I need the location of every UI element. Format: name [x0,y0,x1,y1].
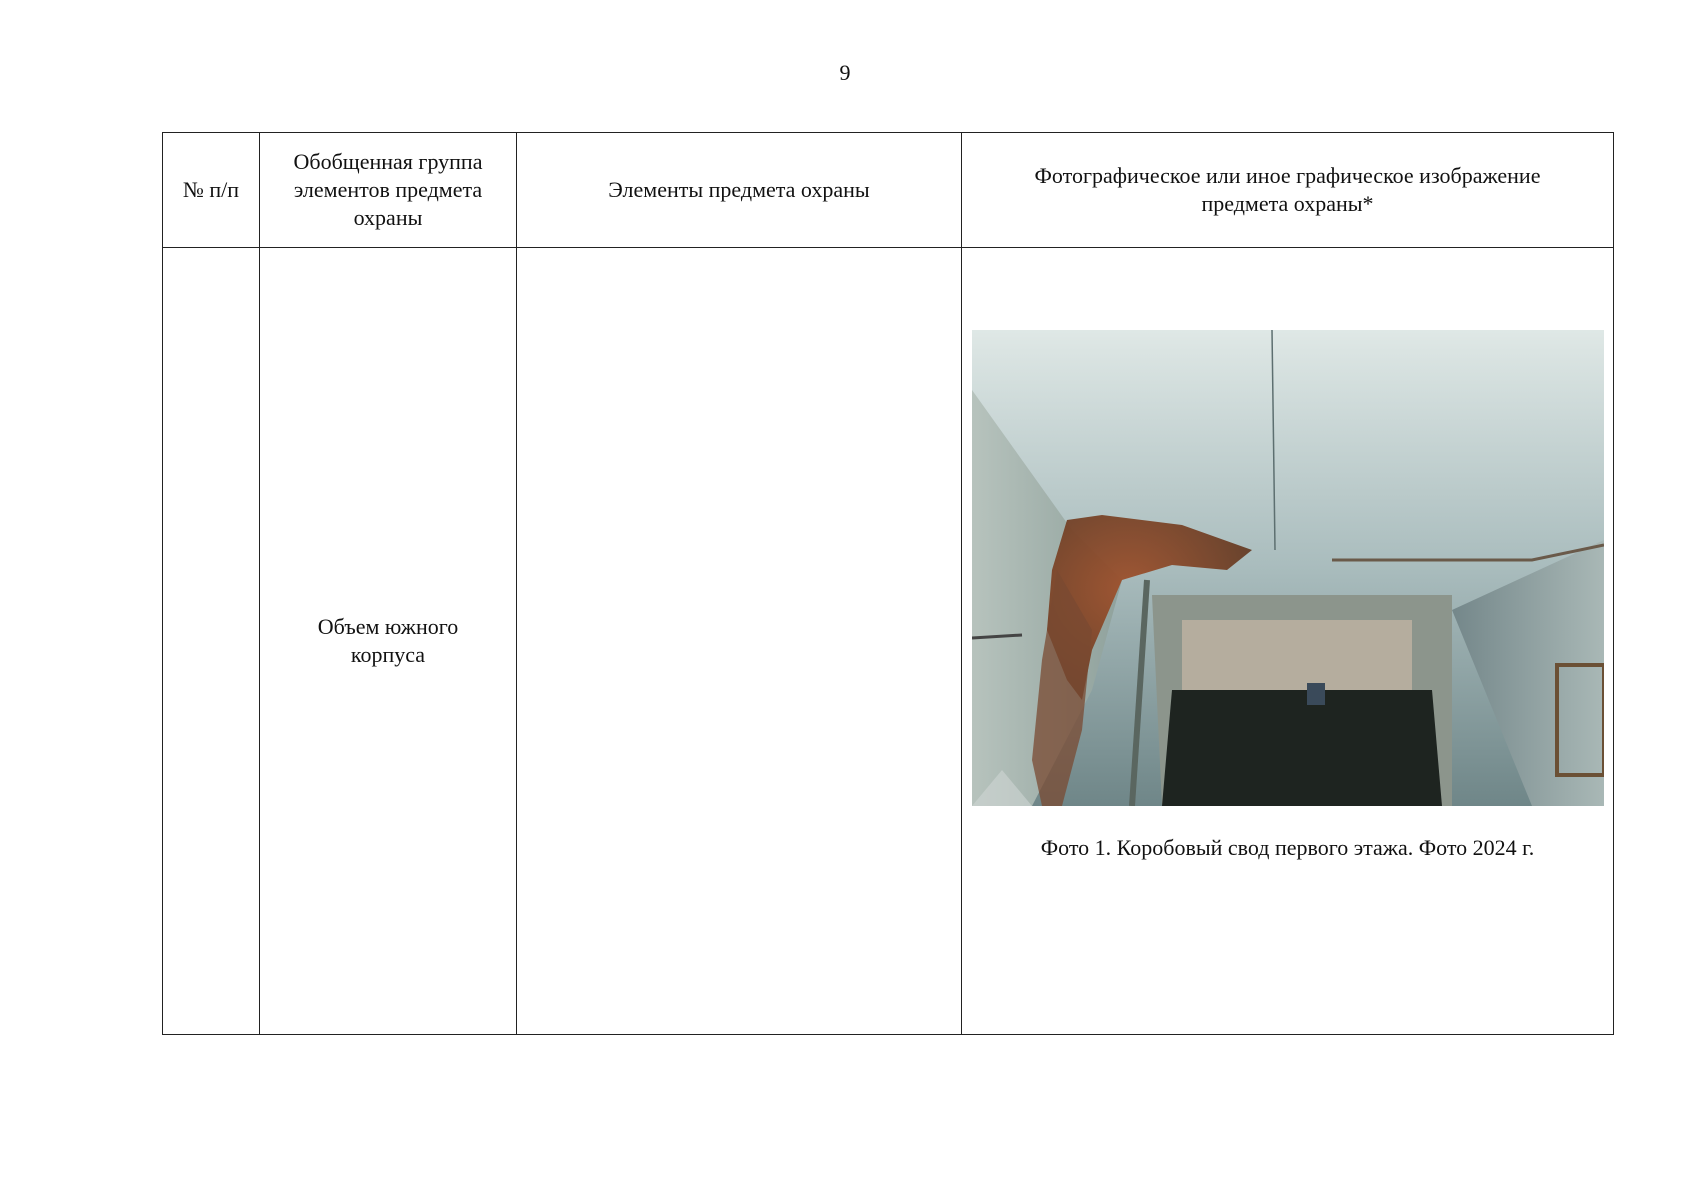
header-num: № п/п [163,133,260,248]
table-header-row [163,133,1614,248]
header-elements: Элементы предмета охраны [517,133,962,248]
table-row [163,248,1614,1035]
page-number: 9 [839,60,851,85]
row-photo-cell [962,248,1614,1035]
row-num [163,248,260,1035]
protection-elements-table [162,132,1614,1035]
row-group-label: Объем южного корпуса [317,614,459,667]
header-photo [962,133,1614,248]
header-group [260,133,517,248]
header-group-label: Обобщенная группа элементов предмета охраны [293,149,483,230]
row-elements [517,248,962,1035]
vault-photo [972,330,1604,806]
header-photo-label: Фотографическое или иное графическое изображение предмета охраны* [1034,163,1541,216]
row-group [260,248,517,1035]
vault-photo-image [972,330,1604,806]
photo-caption: Фото 1. Коробовый свод первого этажа. Фото 2024 г. [1040,835,1535,860]
